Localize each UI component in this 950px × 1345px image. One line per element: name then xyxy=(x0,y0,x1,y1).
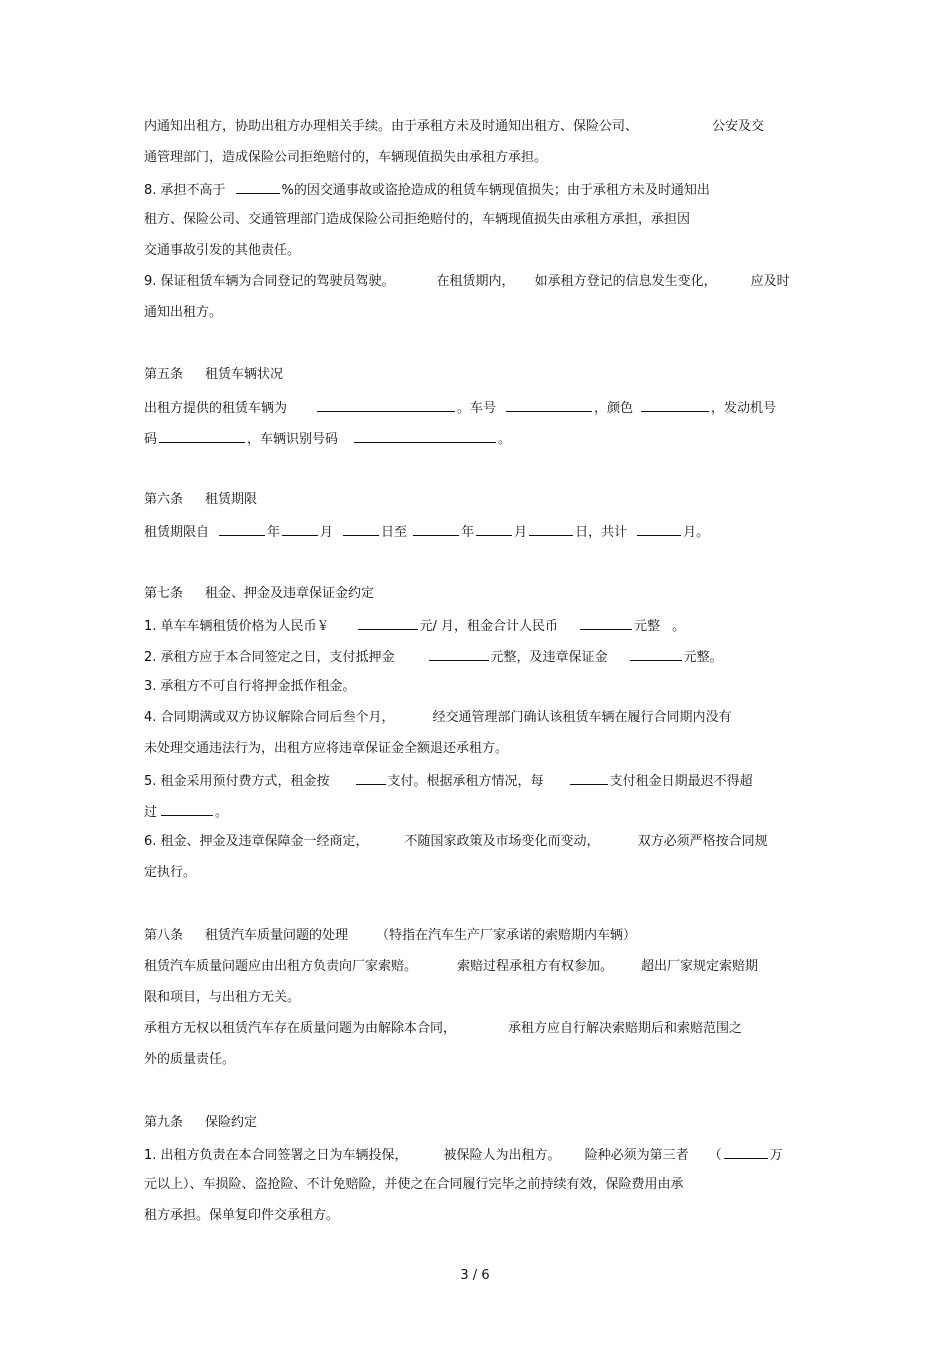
text-line: 交通事故引发的其他责任。 xyxy=(144,243,301,258)
text-line xyxy=(144,648,723,666)
section-heading xyxy=(144,586,374,602)
text-span: （ xyxy=(708,1148,722,1163)
text-line xyxy=(144,119,764,135)
text-span: 经交通管理部门确认该租赁车辆在履行合同期内没有 xyxy=(432,710,732,725)
text-span: 不随国家政策及市场变化而变动， xyxy=(404,834,600,849)
text-line xyxy=(144,710,732,726)
section-number: 第六条 xyxy=(144,492,184,507)
text-span: 出租方提供的租赁车辆为 xyxy=(144,401,288,416)
text-span: 如承租方登记的信息发生变化， xyxy=(534,274,717,289)
text-line xyxy=(144,617,685,635)
section-number: 第七条 xyxy=(144,586,184,601)
text-span: 元整 xyxy=(634,619,661,634)
section-heading xyxy=(144,928,636,944)
text-span: 超出厂家规定索赔期 xyxy=(641,959,759,974)
section-title: 租金、押金及违章保证金约定 xyxy=(205,586,375,601)
text-span: ，颜色 xyxy=(594,401,634,416)
text-span: 。车号 xyxy=(457,401,497,416)
text-span: 。 xyxy=(215,805,229,820)
text-line: 元以上）、车损险、盗抢险、不计免赔险，并使之在合同履行完毕之前持续有效，保险费用由承 xyxy=(144,1177,684,1192)
text-line: 通知出租方。 xyxy=(144,305,223,320)
text-span: 。 xyxy=(498,432,512,447)
text-line xyxy=(144,1021,742,1037)
text-span: 在租赁期内， xyxy=(436,274,515,289)
text-span: 6. 租金、押金及违章保障金一经商定， xyxy=(144,834,369,849)
section-title: 租赁车辆状况 xyxy=(205,367,284,382)
text-span: 日至 xyxy=(381,525,408,540)
text-span: 索赔过程承租方有权参加。 xyxy=(457,959,614,974)
text-span: 元/ 月，租金合计人民币 xyxy=(419,619,559,634)
text-line: 租方承担。保单复印件交承租方。 xyxy=(144,1208,340,1223)
fill-blank[interactable] xyxy=(219,523,265,536)
fill-blank[interactable] xyxy=(317,399,455,412)
fill-blank[interactable] xyxy=(161,803,213,816)
section-title: 租赁期限 xyxy=(205,492,258,507)
text-line xyxy=(144,834,768,850)
page-number: 3 / 6 xyxy=(460,1268,490,1283)
text-span: 元整。 xyxy=(683,650,723,665)
text-span: 承租方应自行解决索赔期后和索赔范围之 xyxy=(508,1021,743,1036)
text-span: 9. 保证租赁车辆为合同登记的驾驶员驾驶。 xyxy=(144,274,395,289)
text-span: 支付。根据承租方情况，每 xyxy=(387,774,544,789)
text-line: 未处理交通违法行为，出租方应将违章保证金全额退还承租方。 xyxy=(144,741,509,756)
text-line xyxy=(144,1146,783,1164)
text-line xyxy=(144,399,776,417)
fill-blank[interactable] xyxy=(356,772,386,785)
text-line xyxy=(144,274,790,290)
fill-blank[interactable] xyxy=(159,430,245,443)
text-span: 。 xyxy=(672,619,686,634)
fill-blank[interactable] xyxy=(354,430,496,443)
fill-blank[interactable] xyxy=(570,772,608,785)
fill-blank[interactable] xyxy=(641,399,709,412)
fill-blank[interactable] xyxy=(724,1146,768,1159)
text-span: 4. 合同期满或双方协议解除合同后叁个月， xyxy=(144,710,395,725)
text-span: 内通知出租方，协助出租方办理相关手续。由于承租方未及时通知出租方、保险公司、 xyxy=(144,119,639,134)
text-span: 租赁汽车质量问题应由出租方负责向厂家索赔。 xyxy=(144,959,418,974)
text-line: 3. 承租方不可自行将押金抵作租金。 xyxy=(144,679,356,694)
text-line xyxy=(144,959,758,975)
text-span: ，车辆识别号码 xyxy=(247,432,339,447)
text-span: 年 xyxy=(267,525,281,540)
fill-blank[interactable] xyxy=(358,617,418,630)
fill-blank[interactable] xyxy=(413,523,459,536)
text-span: 公安及交 xyxy=(712,119,765,134)
text-line: 限和项目，与出租方无关。 xyxy=(144,990,301,1005)
fill-blank[interactable] xyxy=(630,648,682,661)
text-span: 1. 出租方负责在本合同签署之日为车辆投保， xyxy=(144,1148,408,1163)
fill-blank[interactable] xyxy=(637,523,681,536)
text-line xyxy=(144,430,511,448)
text-span: 2. 承租方应于本合同签定之日，支付抵押金 xyxy=(144,650,395,665)
text-span: 月 xyxy=(514,525,528,540)
section-heading xyxy=(144,367,283,383)
section-number: 第五条 xyxy=(144,367,184,382)
text-span: 元整，及违章保证金 xyxy=(490,650,608,665)
text-span: 码 xyxy=(144,432,158,447)
section-title: 租赁汽车质量问题的处理 xyxy=(205,928,349,943)
text-span: 月 xyxy=(320,525,334,540)
section-heading xyxy=(144,1115,257,1131)
text-span: 租赁期限自 xyxy=(144,525,210,540)
fill-blank[interactable] xyxy=(476,523,512,536)
text-span: 被保险人为出租方。 xyxy=(443,1148,561,1163)
text-line xyxy=(144,523,709,541)
text-line xyxy=(144,181,710,199)
text-span: 支付租金日期最迟不得超 xyxy=(609,774,753,789)
text-span: 应及时 xyxy=(750,274,790,289)
text-line xyxy=(144,803,228,821)
text-span: 日，共计 xyxy=(575,525,628,540)
fill-blank[interactable] xyxy=(529,523,573,536)
text-span: 月。 xyxy=(683,525,710,540)
fill-blank[interactable] xyxy=(580,617,632,630)
text-line: 定执行。 xyxy=(144,865,197,880)
section-number: 第九条 xyxy=(144,1115,184,1130)
text-span: 险种必须为第三者 xyxy=(584,1148,689,1163)
text-span: %的因交通事故或盗抢造成的租赁车辆现值损失；由于承租方未及时通知出 xyxy=(281,183,710,198)
text-span: 承租方无权以租赁汽车存在质量问题为由解除本合同， xyxy=(144,1021,457,1036)
text-span: 8. 承担不高于 xyxy=(144,183,226,198)
fill-blank[interactable] xyxy=(506,399,592,412)
text-span: 过 xyxy=(144,805,158,820)
fill-blank[interactable] xyxy=(429,648,489,661)
text-line: 外的质量责任。 xyxy=(144,1052,236,1067)
text-span: ，发动机号 xyxy=(711,401,777,416)
fill-blank[interactable] xyxy=(282,523,318,536)
section-note: （特指在汽车生产厂家承诺的索赔期内车辆） xyxy=(376,928,637,943)
text-span: 万 xyxy=(769,1148,783,1163)
text-line: 通管理部门，造成保险公司拒绝赔付的，车辆现值损失由承租方承担。 xyxy=(144,150,548,165)
text-span: 双方必须严格按合同规 xyxy=(637,834,768,849)
text-span: 5. 租金采用预付费方式，租金按 xyxy=(144,774,330,789)
fill-blank[interactable] xyxy=(343,523,379,536)
section-number: 第八条 xyxy=(144,928,184,943)
text-line: 租方、保险公司、交通管理部门造成保险公司拒绝赔付的，车辆现值损失由承租方承担，承担因 xyxy=(144,212,691,227)
fill-blank[interactable] xyxy=(236,181,280,194)
text-span: 1. 单车车辆租赁价格为人民币￥ xyxy=(144,619,330,634)
section-title: 保险约定 xyxy=(205,1115,258,1130)
section-heading xyxy=(144,492,257,508)
text-span: 年 xyxy=(461,525,475,540)
text-line xyxy=(144,772,753,790)
